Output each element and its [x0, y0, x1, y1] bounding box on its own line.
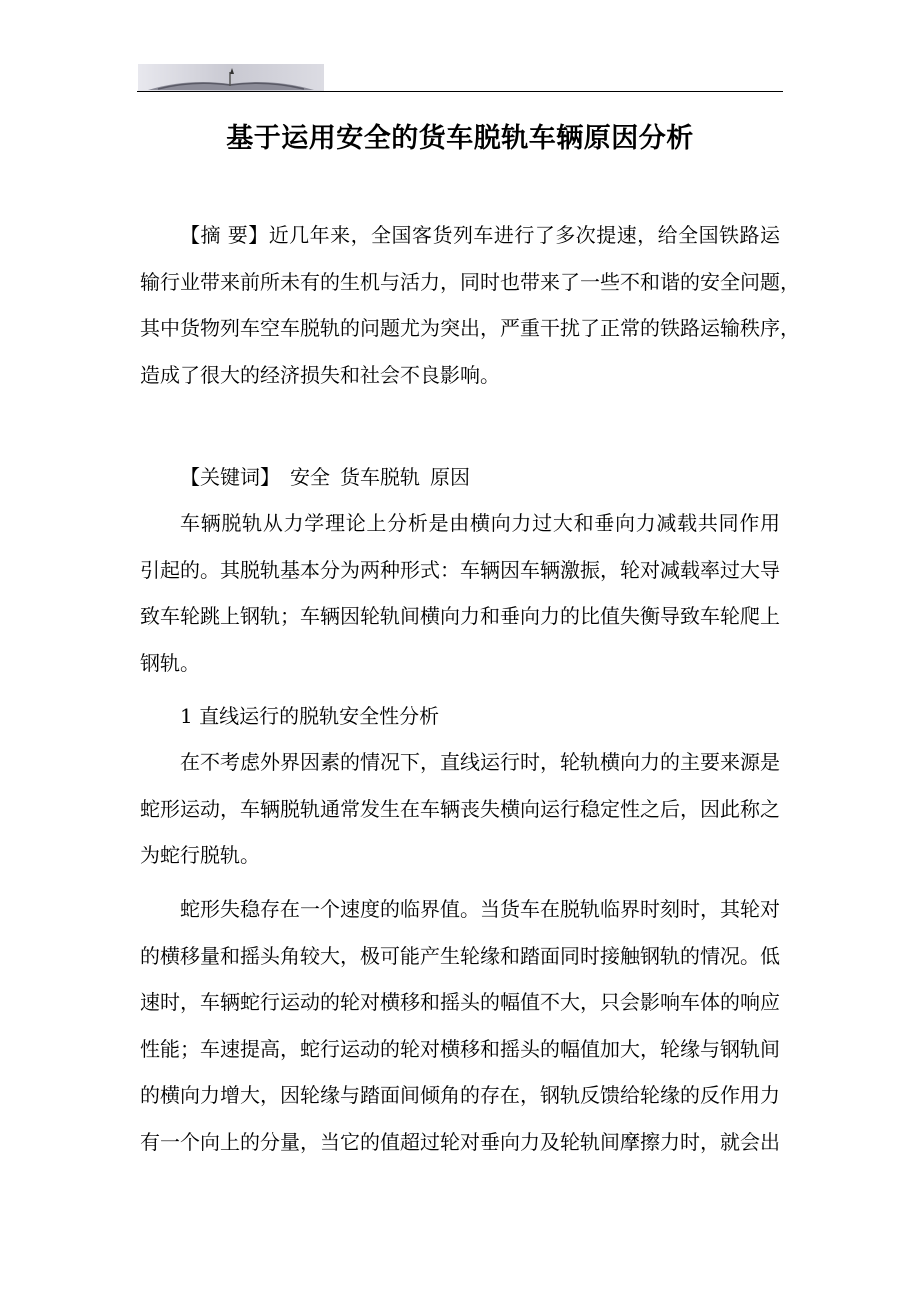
- paragraph-line: 蛇形运动，车辆脱轨通常发生在车辆丧失横向运行稳定性之后，因此称之: [140, 796, 780, 821]
- keywords-line: [140, 454, 780, 501]
- paragraph-line: 性能；车速提高，蛇行运动的轮对横移和摇头的幅值加大，轮缘与钢轨间: [140, 1036, 780, 1061]
- paragraph-line: 在不考虑外界因素的情况下，直线运行时，轮轨横向力的主要来源是: [180, 750, 780, 774]
- document-title: 基于运用安全的货车脱轨车辆原因分析: [226, 123, 694, 154]
- keyword: 货车脱轨: [340, 465, 420, 489]
- paragraph-line: 引起的。其脱轨基本分为两种形式：车辆因车辆激振，轮对减载率过大导: [140, 557, 780, 582]
- abstract-block: [140, 212, 800, 398]
- abstract-line: 其中货物列车空车脱轨的问题尤为突出，严重干扰了正常的铁路运输秩序，: [140, 316, 800, 340]
- keyword: 原因: [430, 465, 470, 489]
- paragraph-line: 的横移量和摇头角较大，极可能产生轮缘和踏面同时接触钢轨的情况。低: [140, 943, 780, 968]
- header-banner-image: [138, 64, 324, 92]
- keywords-label: 【关键词】: [180, 465, 280, 489]
- abstract-line: 造成了很大的经济损失和社会不良影响。: [140, 362, 500, 387]
- paragraph-line: 致车轮跳上钢轨；车辆因轮轨间横向力和垂向力的比值失衡导致车轮爬上: [140, 604, 780, 628]
- section-heading-text: 1 直线运行的脱轨安全性分析: [180, 704, 440, 728]
- paragraph: [140, 886, 780, 1165]
- paragraph-line: 速时，车辆蛇行运动的轮对横移和摇头的幅值不大，只会影响车体的响应: [140, 990, 780, 1014]
- paragraph-line: 车辆脱轨从力学理论上分析是由横向力过大和垂向力减载共同作用: [180, 511, 780, 535]
- paragraph-line: 钢轨。: [140, 650, 200, 675]
- abstract-line: 输行业带来前所未有的生机与活力，同时也带来了一些不和谐的安全问题，: [140, 269, 800, 294]
- abstract-line: 【摘 要】近几年来，全国客货列车进行了多次提速，给全国铁路运: [180, 223, 780, 247]
- paragraph: [140, 500, 780, 686]
- section-heading: [140, 693, 780, 740]
- paragraph-line: 的横向力增大，因轮缘与踏面间倾角的存在，钢轨反馈给轮缘的反作用力: [140, 1083, 780, 1107]
- paragraph-line: 蛇形失稳存在一个速度的临界值。当货车在脱轨临界时刻时，其轮对: [180, 897, 780, 921]
- paragraph-line: 为蛇行脱轨。: [140, 843, 260, 867]
- paragraph: [140, 739, 780, 879]
- header-rule: [137, 91, 783, 92]
- paragraph-line: 有一个向上的分量，当它的值超过轮对垂向力及轮轨间摩擦力时，就会出: [140, 1129, 780, 1154]
- keywords-block: [140, 454, 780, 501]
- keyword: 安全: [290, 465, 330, 489]
